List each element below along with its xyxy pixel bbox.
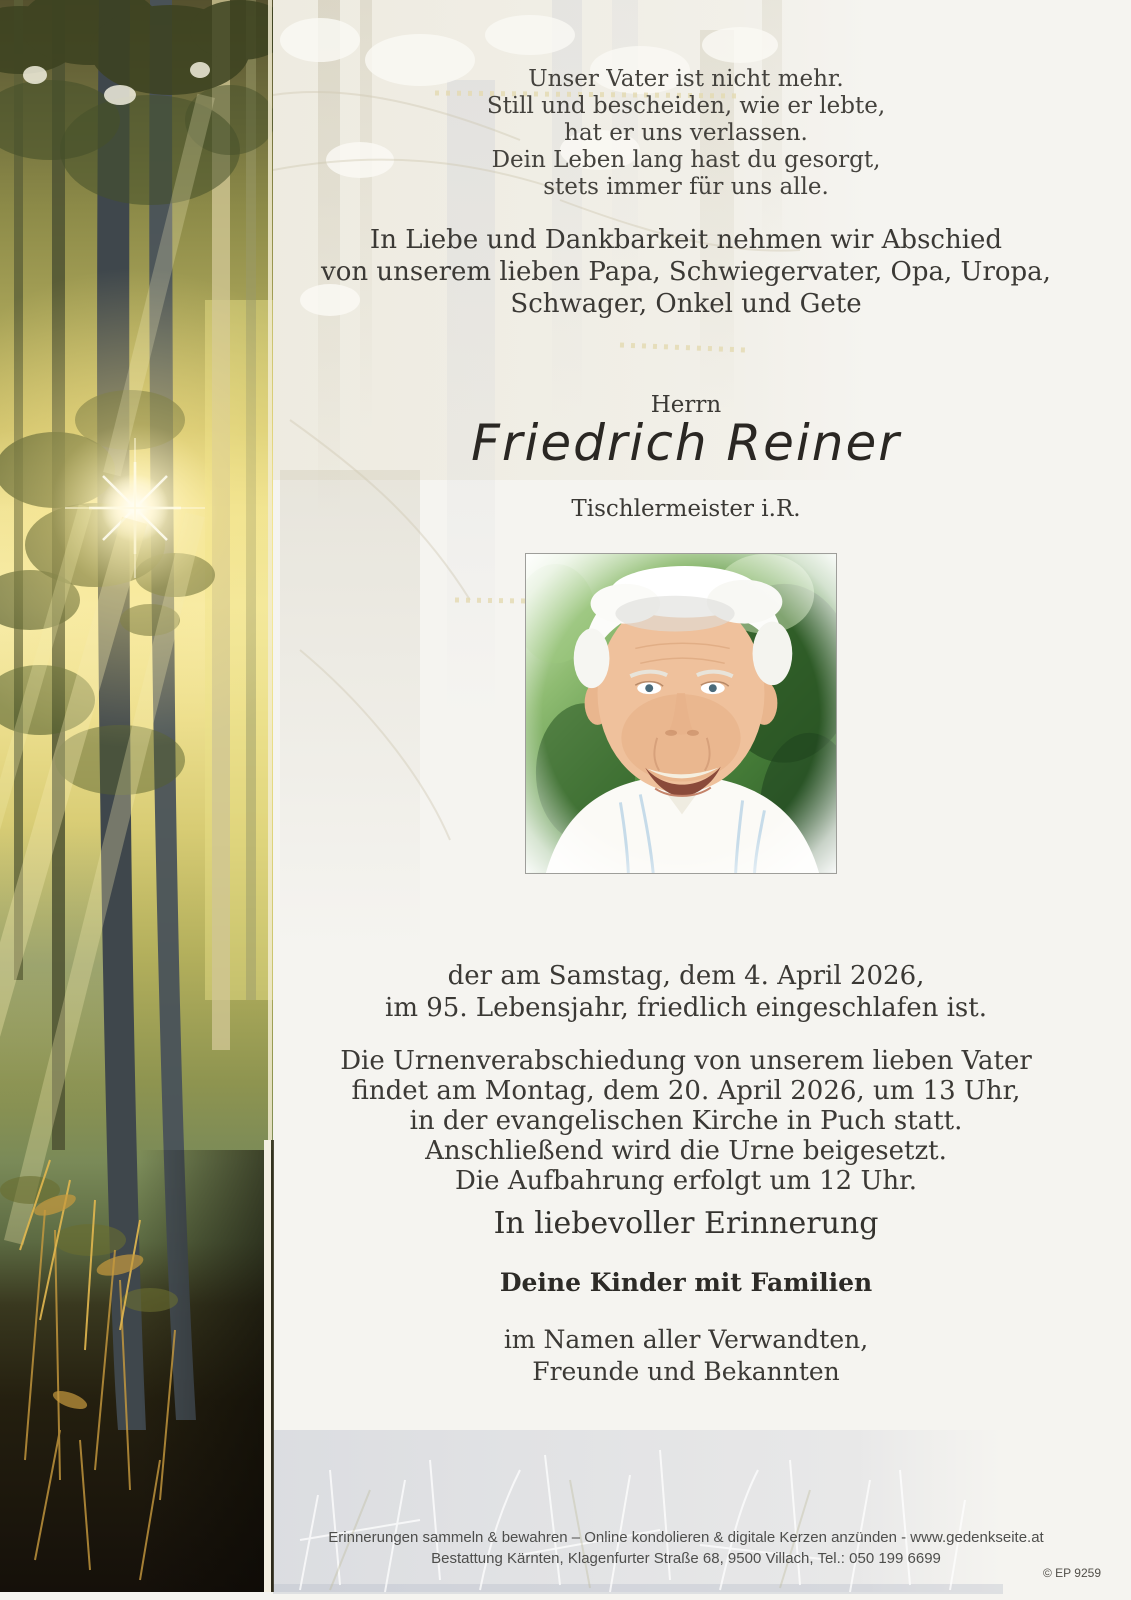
death-info-line: im 95. Lebensjahr, friedlich eingeschlafen ist. bbox=[385, 993, 987, 1023]
service-info-line: Die Urnenverabschiedung von unserem lieben Vater bbox=[340, 1046, 1032, 1076]
deceased-name: Friedrich Reiner bbox=[471, 414, 901, 472]
poem-line: Unser Vater ist nicht mehr. bbox=[528, 66, 844, 92]
farewell-line: Schwager, Onkel und Gete bbox=[510, 289, 862, 319]
portrait-photo-image bbox=[526, 554, 836, 873]
poem-line: Dein Leben lang hast du gesorgt, bbox=[491, 147, 881, 173]
death-information bbox=[241, 960, 1131, 1024]
remembrance-line: In liebevoller Erinnerung bbox=[493, 1206, 879, 1241]
family-signature: Deine Kinder mit Familien bbox=[499, 1268, 873, 1297]
on-behalf-line: im Namen aller Verwandten, bbox=[503, 1325, 869, 1354]
poem-line: Still und bescheiden, wie er lebte, bbox=[486, 93, 886, 119]
farewell-text bbox=[241, 224, 1131, 320]
service-info-line: findet am Montag, dem 20. April 2026, um 13 Uhr, bbox=[351, 1076, 1021, 1106]
farewell-line: In Liebe und Dankbarkeit nehmen wir Abschied bbox=[369, 225, 1003, 255]
print-code: © EP 9259 bbox=[1043, 1566, 1101, 1580]
funeral-home-footer bbox=[241, 1527, 1131, 1569]
opening-poem bbox=[241, 66, 1131, 201]
deceased-profession: Tischlermeister i.R. bbox=[571, 496, 801, 522]
service-info-line: Anschließend wird die Urne beigesetzt. bbox=[425, 1136, 947, 1166]
death-info-line: der am Samstag, dem 4. April 2026, bbox=[447, 961, 925, 991]
footer-memorial-site-line: Erinnerungen sammeln & bewahren – Online kondolieren & digitale Kerzen anzünden - www.gedenkseite.at bbox=[328, 1529, 1044, 1546]
farewell-line: von unserem lieben Papa, Schwiegervater, Opa, Uropa, bbox=[321, 257, 1051, 287]
service-info-line: Die Aufbahrung erfolgt um 12 Uhr. bbox=[455, 1166, 917, 1196]
on-behalf-line: Freunde und Bekannten bbox=[532, 1357, 840, 1386]
poem-line: hat er uns verlassen. bbox=[564, 120, 808, 146]
service-information bbox=[241, 1046, 1131, 1196]
footer-funeral-home-line: Bestattung Kärnten, Klagenfurter Straße 68, 9500 Villach, Tel.: 050 199 6699 bbox=[431, 1550, 941, 1567]
poem-line: stets immer für uns alle. bbox=[543, 174, 829, 200]
service-info-line: in der evangelischen Kirche in Puch statt. bbox=[409, 1106, 963, 1136]
salutation: Herrn bbox=[650, 392, 722, 418]
portrait-photo bbox=[525, 553, 837, 874]
on-behalf-text bbox=[241, 1324, 1131, 1388]
